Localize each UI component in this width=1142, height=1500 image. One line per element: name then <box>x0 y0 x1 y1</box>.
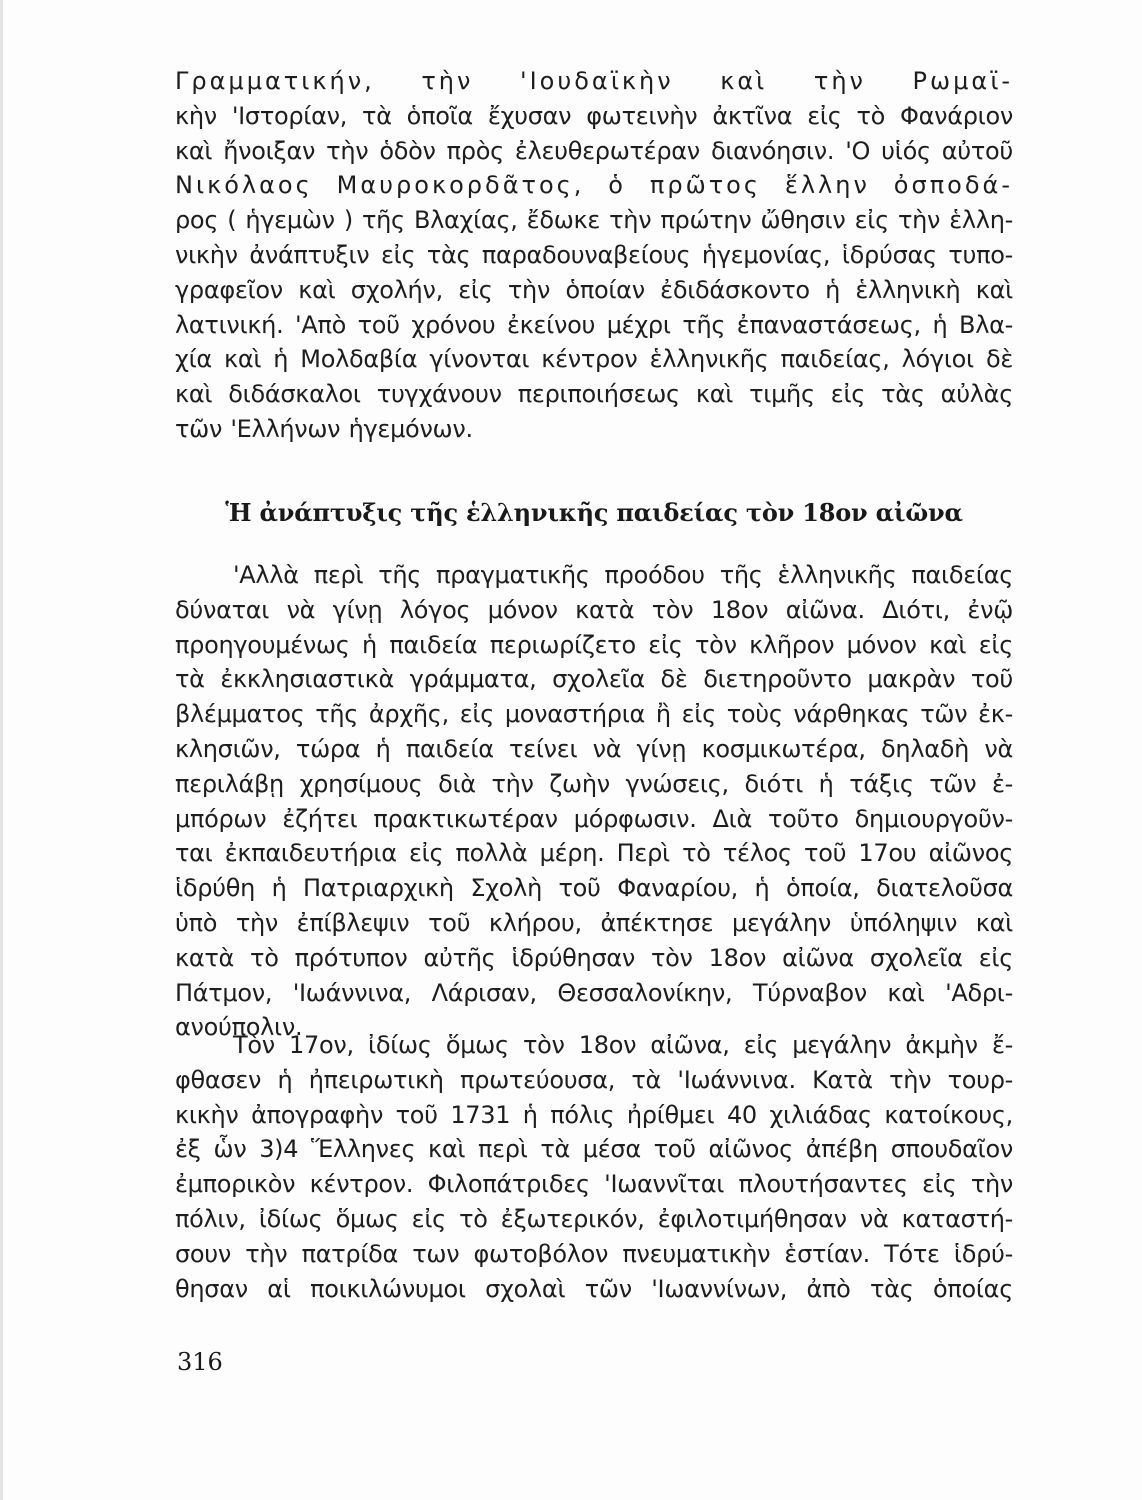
text-line: χία καὶ ἡ Μολδαβία γίνονται κέντρον ἑλληνικῆς παιδείας, λόγιοι δὲ <box>175 345 1013 374</box>
paragraph-3 <box>175 1028 1013 1306</box>
text-line: ἱδρύθη ἡ Πατριαρχικὴ Σχολὴ τοῦ Φαναρίου, ἡ ὁποία, διατελοῦσα <box>175 874 1013 903</box>
text-line: καὶ ἤνοιξαν τὴν ὁδὸν πρὸς ἐλευθερωτέραν διανόησιν. 'Ο υἱός αὐτοῦ <box>175 136 1013 165</box>
text-line: πόλιν, ἰδίως ὅμως εἰς τὸ ἐξωτερικόν, ἐφιλοτιμήθησαν νὰ καταστή- <box>175 1204 1013 1233</box>
text-line: μπόρων ἐζήτει πρακτικωτέραν μόρφωσιν. Διὰ τοῦτο δημιουργοῦν- <box>175 804 1013 833</box>
text-line: σουν τὴν πατρίδα των φωτοβόλον πνευματικὴν ἑστίαν. Τότε ἱδρύ- <box>175 1239 1013 1268</box>
text-line: Νικόλαος Μαυροκορδᾶτος, ὁ πρῶτος ἕλλην ὀσποδά- <box>175 171 1013 200</box>
text-line: τῶν 'Ελλήνων ἡγεμόνων. <box>175 414 473 443</box>
text-line: κατὰ τὸ πρότυπον αὐτῆς ἱδρύθησαν τὸν 18ον αἰῶνα σχολεῖα εἰς <box>175 943 1013 972</box>
text-line: τὰ ἐκκλησιαστικὰ γράμματα, σχολεῖα δὲ διετηροῦντο μακρὰν τοῦ <box>175 665 1013 694</box>
text-line: φθασεν ἡ ἠπειρωτικὴ πρωτεύουσα, τὰ 'Ιωάννινα. Κατὰ τὴν τουρ- <box>175 1065 1013 1094</box>
paragraph-2 <box>175 558 1013 1045</box>
text-line: δύναται νὰ γίνῃ λόγος μόνον κατὰ τὸν 18ον αἰῶνα. Διότι, ἐνῷ <box>175 595 1013 624</box>
text-line: κὴν 'Ιστορίαν, τὰ ὁποῖα ἔχυσαν φωτεινὴν ἀκτῖνα εἰς τὸ Φανάριον <box>175 101 1013 130</box>
text-line: γραφεῖον καὶ σχολήν, εἰς τὴν ὁποίαν ἐδιδάσκοντο ἡ ἑλληνικὴ καὶ <box>175 275 1013 304</box>
text-line: θησαν αἱ ποικιλώνυμοι σχολαὶ τῶν 'Ιωαννίνων, ἀπὸ τὰς ὁποίας <box>175 1274 1013 1303</box>
text-line: βλέμματος τῆς ἀρχῆς, εἰς μοναστήρια ἢ εἰς τοὺς νάρθηκας τῶν ἐκ- <box>175 700 1013 729</box>
text-line: λατινική. 'Απὸ τοῦ χρόνου ἐκείνου μέχρι τῆς ἐπαναστάσεως, ἡ Βλα- <box>175 310 1013 339</box>
text-line: προηγουμένως ἡ παιδεία περιωρίζετο εἰς τὸν κλῆρον μόνον καὶ εἰς <box>175 630 1013 659</box>
text-line: περιλάβῃ χρησίμους διὰ τὴν ζωὴν γνώσεις, διότι ἡ τάξις τῶν ἐ- <box>175 769 1013 798</box>
text-line: 'Αλλὰ περὶ τῆς πραγματικῆς προόδου τῆς ἑλληνικῆς παιδείας <box>233 561 1013 589</box>
page-number: 316 <box>177 1348 223 1376</box>
text-line: Πάτμον, 'Ιωάννινα, Λάρισαν, Θεσσαλονίκην, Τύρναβον καὶ 'Αδρι- <box>175 978 1013 1007</box>
text-line: κικὴν ἀπογραφὴν τοῦ 1731 ἡ πόλις ἠρίθμει 40 χιλιάδας κατοίκους, <box>175 1100 1013 1129</box>
text-line: καὶ διδάσκαλοι τυγχάνουν περιποιήσεως καὶ τιμῆς εἰς τὰς αὐλὰς <box>175 380 1013 409</box>
text-line: κλησιῶν, τώρα ἡ παιδεία τείνει νὰ γίνῃ κοσμικωτέρα, δηλαδὴ νὰ <box>175 734 1013 763</box>
text-line: νικὴν ἀνάπτυξιν εἰς τὰς παραδουναβείους ἡγεμονίας, ἱδρύσας τυπο- <box>175 240 1013 269</box>
text-line: ται ἐκπαιδευτήρια εἰς πολλὰ μέρη. Περὶ τὸ τέλος τοῦ 17ου αἰῶνος <box>175 839 1013 868</box>
text-line: Γραμματικήν, τὴν 'Ιουδαϊκὴν καὶ τὴν Ρωμαϊ- <box>175 67 1013 95</box>
text-line: Τὸν 17ον, ἰδίως ὅμως τὸν 18ον αἰῶνα, εἰς μεγάλην ἀκμὴν ἔ- <box>233 1031 1013 1059</box>
paragraph-1 <box>175 64 1013 447</box>
text-line: ὑπὸ τὴν ἐπίβλεψιν τοῦ κλήρου, ἀπέκτησε μεγάλην ὑπόληψιν καὶ <box>175 908 1013 937</box>
text-line: ρος ( ἡγεμὼν ) τῆς Βλαχίας, ἔδωκε τὴν πρώτην ὤθησιν εἰς τὴν ἑλλη- <box>175 206 1013 235</box>
text-line: ανούπολιν. <box>175 1013 303 1042</box>
text-line: ἐξ ὧν 3)4 Ἕλληνες καὶ περὶ τὰ μέσα τοῦ αἰῶνος ἀπέβη σπουδαῖον <box>175 1135 1013 1164</box>
section-heading: Ἡ ἀνάπτυξις τῆς ἑλληνικῆς παιδείας τὸν 18ον αἰῶνα <box>225 498 963 527</box>
text-line: ἐμπορικὸν κέντρον. Φιλοπάτριδες 'Ιωαννῖται πλουτήσαντες εἰς τὴν <box>175 1170 1013 1199</box>
